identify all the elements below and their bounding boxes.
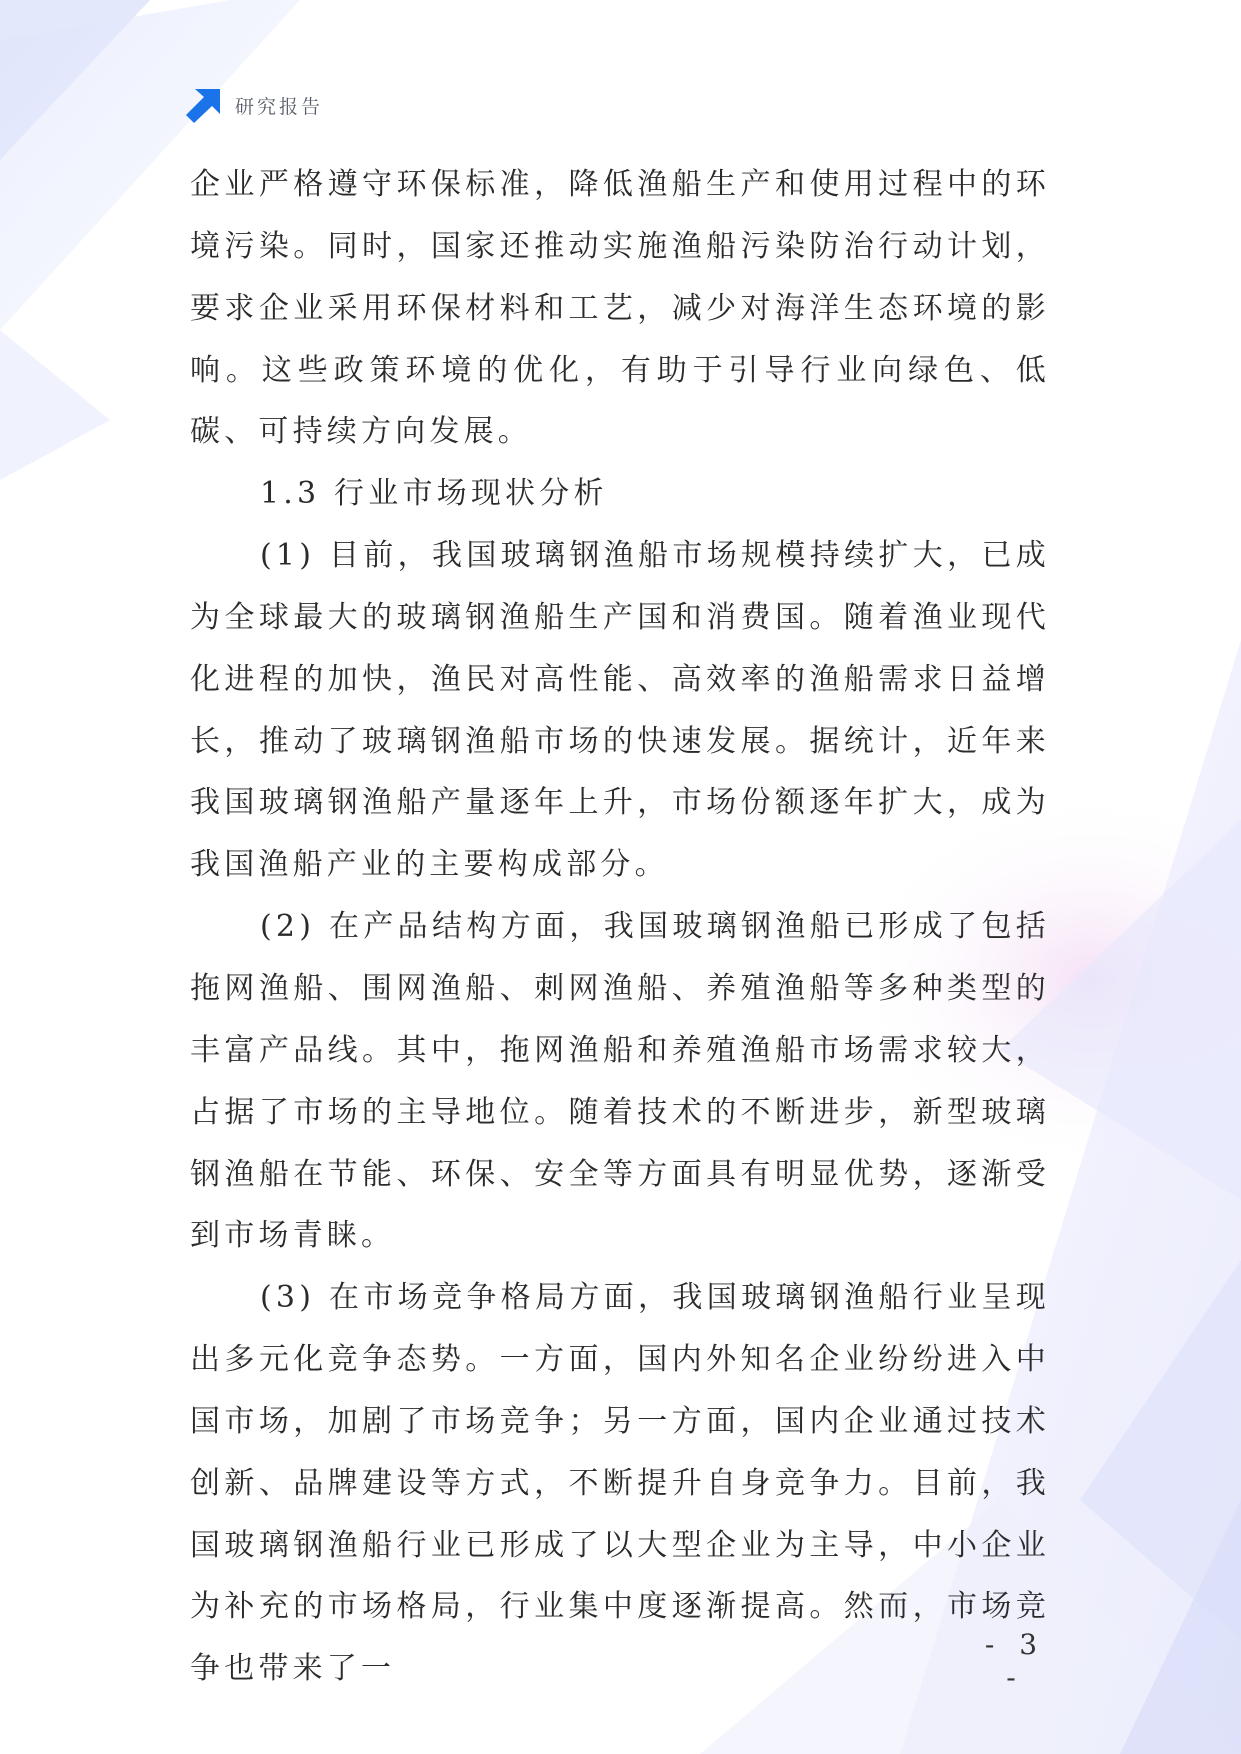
- report-header: [186, 88, 323, 122]
- report-body: [190, 154, 1050, 1700]
- paragraph-product-structure: (2) 在产品结构方面，我国玻璃钢渔船已形成了包括拖网渔船、围网渔船、刺网渔船、养殖渔船等多种类型的丰富产品线。其中，拖网渔船和养殖渔船市场需求较大，占据了市场的主导地位。随着技术的不断进步，新型玻璃钢渔船在节能、环保、安全等方面具有明显优势，逐渐受到市场青睐。: [190, 909, 1050, 1254]
- page-number: - 3 -: [984, 1628, 1046, 1694]
- paragraph-market-scale: (1) 目前，我国玻璃钢渔船市场规模持续扩大，已成为全球最大的玻璃钢渔船生产国和消费国。随着渔业现代化进程的加快，渔民对高性能、高效率的渔船需求日益增长，推动了玻璃钢渔船市场的快速发展。据统计，近年来我国玻璃钢渔船产量逐年上升，市场份额逐年扩大，成为我国渔船产业的主要构成部分。: [190, 538, 1050, 883]
- paragraph-competition: (3) 在市场竞争格局方面，我国玻璃钢渔船行业呈现出多元化竞争态势。一方面，国内外知名企业纷纷进入中国市场，加剧了市场竞争；另一方面，国内企业通过技术创新、品牌建设等方式，不断提升自身竞争力。目前，我国玻璃钢渔船行业已形成了以大型企业为主导，中小企业为补充的市场格局，行业集中度逐渐提高。然而，市场竞争也带来了一: [190, 1280, 1050, 1687]
- paragraph-env-policy: 企业严格遵守环保标准，降低渔船生产和使用过程中的环境污染。同时，国家还推动实施渔船污染防治行动计划，要求企业采用环保材料和工艺，减少对海洋生态环境的影响。这些政策环境的优化，有助于引导行业向绿色、低碳、可持续方向发展。: [190, 167, 1050, 450]
- header-title: 研究报告: [235, 95, 324, 118]
- arrow-up-right-icon: [186, 87, 222, 123]
- section-heading: 1.3 行业市场现状分析: [260, 476, 608, 512]
